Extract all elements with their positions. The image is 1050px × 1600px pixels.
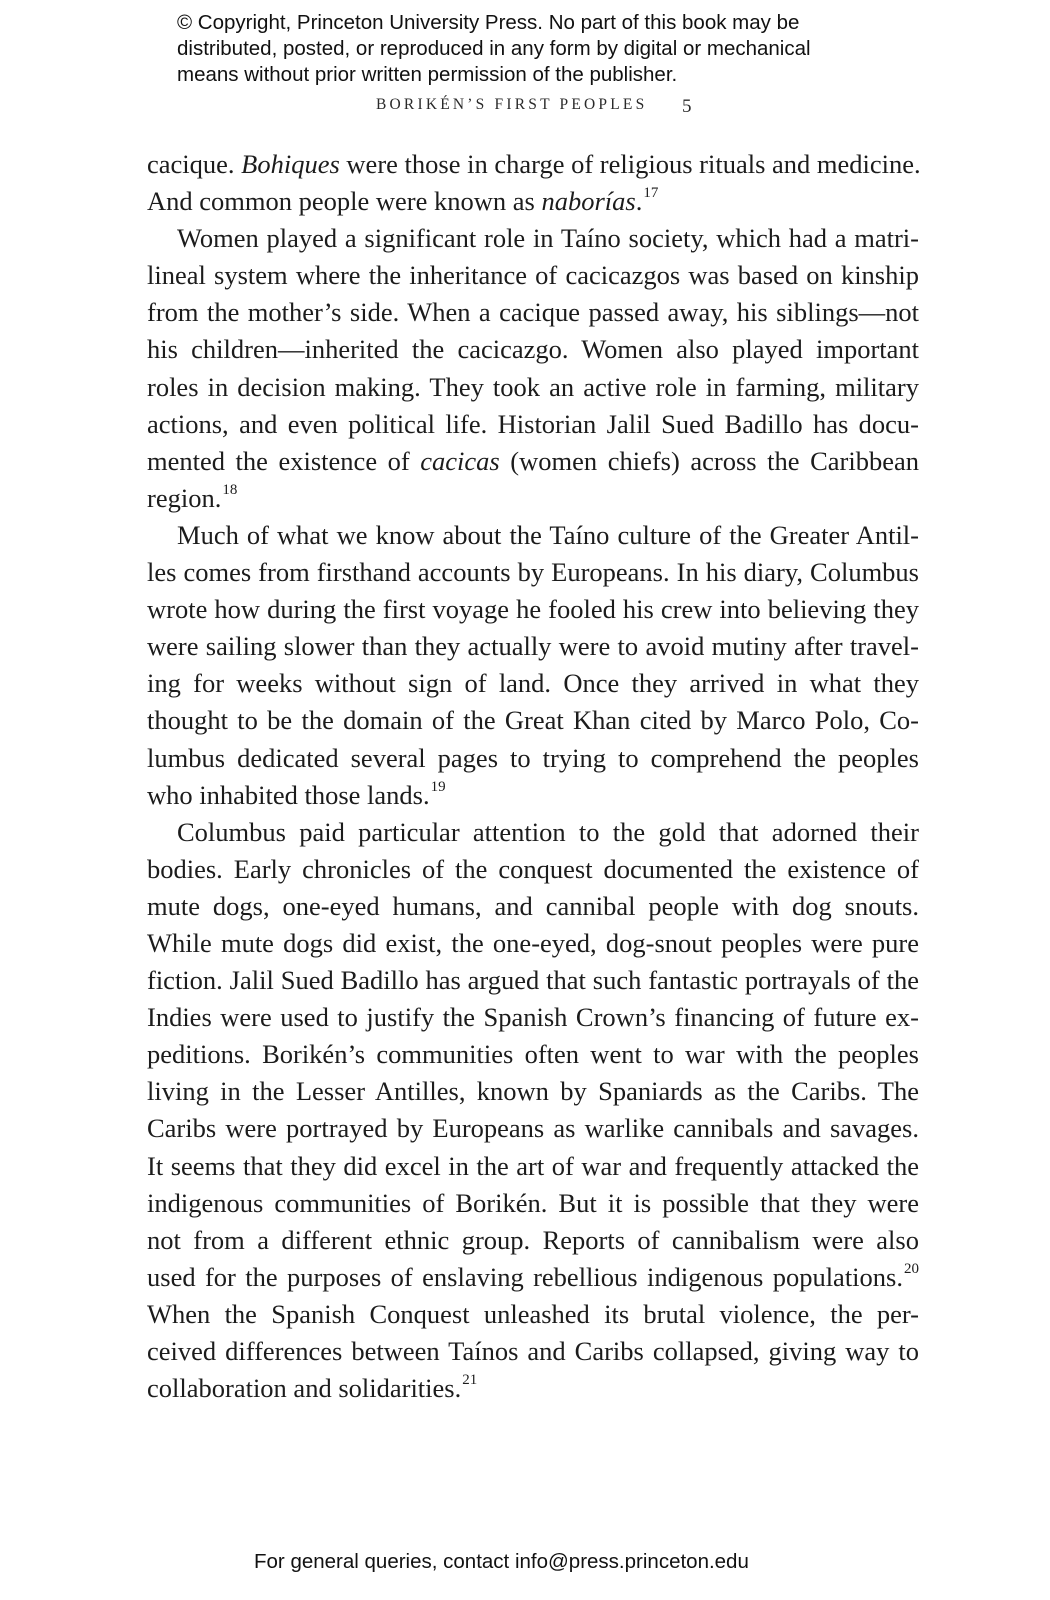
text-run: ceived differences between Taínos and Caribs collapsed, giving way to — [147, 1336, 919, 1366]
copyright-notice — [177, 10, 877, 88]
copyright-line: distributed, posted, or reproduced in any form by digital or mechanical — [177, 37, 811, 60]
text-run: roles in decision making. They took an active role in farming, military — [147, 371, 919, 402]
text-run: collaboration and solidarities. — [147, 1373, 462, 1404]
text-line — [147, 665, 919, 702]
text-run: actions, and even political life. Historian Jalil Sued Badillo has docu- — [147, 408, 919, 439]
body-text — [147, 146, 919, 1407]
text-line — [147, 740, 919, 777]
text-run: his children—inherited the cacicazgo. Women also played important — [147, 334, 919, 365]
text-line — [147, 220, 919, 257]
text-run: When the Spanish Conquest unleashed its brutal violence, the per- — [147, 1298, 919, 1329]
footnote-marker[interactable]: 17 — [643, 185, 659, 202]
footnote-marker[interactable]: 20 — [904, 1260, 919, 1277]
text-line — [147, 962, 919, 999]
text-run: mute dogs, one-eyed humans, and cannibal people with dog snouts. — [147, 890, 919, 921]
text-run: Columbus paid particular attention to the gold that adorned their — [177, 816, 919, 847]
text-line — [147, 814, 919, 851]
page-number: 5 — [682, 96, 692, 117]
text-run: lumbus dedicated several pages to trying to comprehend the peoples — [147, 742, 919, 773]
text-run: While mute dogs did exist, the one-eyed, dog-snout peoples were pure — [147, 927, 919, 958]
footnote-marker[interactable]: 18 — [222, 482, 238, 499]
paragraph — [147, 220, 919, 517]
text-run: from the mother’s side. When a cacique passed away, his siblings—not — [147, 297, 919, 328]
text-line — [147, 1259, 919, 1296]
italic-term: Bohiques — [241, 149, 340, 179]
italic-term: cacicas — [420, 445, 500, 476]
text-run: Caribs were portrayed by Europeans as warlike cannibals and savages. — [147, 1113, 919, 1144]
text-line — [147, 554, 919, 591]
text-line — [147, 1110, 919, 1147]
text-line — [147, 257, 919, 294]
text-run: peditions. Borikén’s communities often went to war with the peoples — [147, 1039, 919, 1070]
text-run: were those in charge of religious rituals and medicine. — [339, 149, 921, 179]
paragraph — [147, 517, 919, 814]
text-line — [147, 1222, 919, 1259]
text-line — [147, 480, 919, 517]
text-line — [147, 294, 919, 331]
contact-footer: For general queries, contact info@press.princeton.edu — [254, 1550, 749, 1573]
text-run: cacique. — [147, 149, 242, 179]
text-run: region. — [147, 482, 222, 513]
text-line — [147, 331, 919, 368]
text-line — [147, 851, 919, 888]
text-run: Women played a significant role in Taíno society, which had a matri- — [177, 223, 919, 254]
paragraph — [147, 814, 919, 1408]
text-run: Much of what we know about the Taíno culture of the Greater Antil- — [177, 519, 919, 550]
text-run: lineal system where the inheritance of cacicazgos was based on kinship — [147, 260, 919, 291]
italic-term: naborías — [541, 186, 636, 217]
text-run: not from a different ethnic group. Reports of cannibalism were also — [147, 1224, 919, 1255]
text-run: (women chiefs) across the Caribbean — [499, 445, 919, 476]
text-run: bodies. Early chronicles of the conquest documented the existence of — [147, 853, 919, 884]
text-run: living in the Lesser Antilles, known by Spaniards as the Caribs. The — [147, 1076, 919, 1107]
text-line — [147, 999, 919, 1036]
text-line — [147, 888, 919, 925]
text-line — [147, 1185, 919, 1222]
text-line — [147, 1370, 919, 1407]
text-run: ing for weeks without sign of land. Once they arrived in what they — [147, 668, 919, 699]
copyright-line: means without prior written permission of the publisher. — [177, 63, 678, 86]
text-line — [147, 406, 919, 443]
paragraph — [147, 146, 919, 220]
footnote-marker[interactable]: 21 — [462, 1372, 478, 1389]
text-line — [147, 702, 919, 739]
text-run: thought to be the domain of the Great Khan cited by Marco Polo, Co- — [147, 705, 919, 736]
text-line — [147, 925, 919, 962]
text-run: . — [635, 186, 643, 217]
text-line — [147, 369, 919, 406]
running-head: BORIKÉN’S FIRST PEOPLES — [376, 96, 648, 113]
text-line — [147, 777, 919, 814]
text-line — [147, 146, 919, 183]
text-line — [147, 1148, 919, 1185]
text-line — [147, 517, 919, 554]
text-line — [147, 1036, 919, 1073]
text-line — [147, 443, 919, 480]
text-line — [147, 628, 919, 665]
text-run: les comes from firsthand accounts by Europeans. In his diary, Columbus — [147, 557, 919, 588]
copyright-line: © Copyright, Princeton University Press. No part of this book may be — [177, 11, 800, 34]
text-run: were sailing slower than they actually were to avoid mutiny after travel- — [147, 631, 919, 662]
footnote-marker[interactable]: 19 — [430, 778, 446, 795]
text-line — [147, 591, 919, 628]
text-run: It seems that they did excel in the art of war and frequently attacked the — [147, 1150, 919, 1181]
text-line — [147, 1073, 919, 1110]
text-run: And common people were known as — [147, 186, 542, 217]
text-line — [147, 1296, 919, 1333]
text-run: mented the existence of — [147, 445, 421, 476]
text-run: fiction. Jalil Sued Badillo has argued that such fantastic portrayals of the — [147, 965, 919, 996]
text-run: used for the purposes of enslaving rebellious indigenous populations. — [147, 1261, 903, 1292]
text-line — [147, 1333, 919, 1370]
text-line — [147, 183, 919, 220]
text-run: who inhabited those lands. — [147, 779, 430, 810]
text-run: wrote how during the first voyage he fooled his crew into believing they — [147, 594, 919, 625]
text-run: Indies were used to justify the Spanish Crown’s financing of future ex- — [147, 1002, 919, 1033]
text-run: indigenous communities of Borikén. But it is possible that they were — [147, 1187, 919, 1218]
